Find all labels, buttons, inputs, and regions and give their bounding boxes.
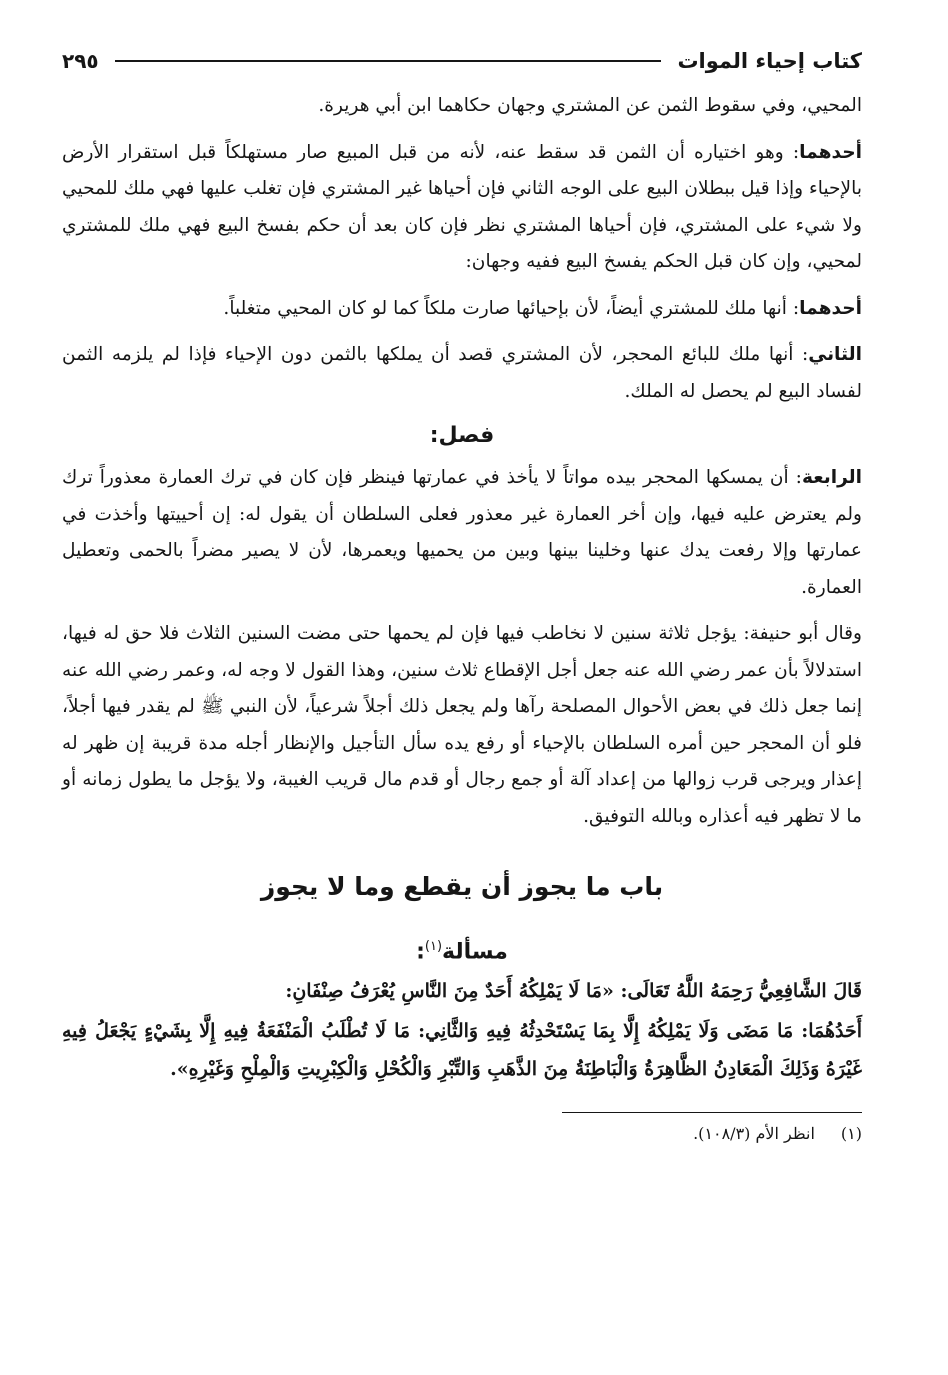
paragraph-2	[62, 135, 862, 281]
bab-heading: باب ما يجوز أن يقطع وما لا يجوز	[260, 872, 664, 901]
masala-colon: :	[416, 939, 425, 965]
paragraph-5-text: : أن يمسكها المحجر بيده مواتاً لا يأخذ في عمارتها فينظر فإن كان في ترك العمارة معذوراً ترك ولم يعترض عليه فيها، وإن أخر العمارة غير معذور فعلى السلطان أن يقول له: إن أحييتها وأخذت في عمارتها وإلا رفعت يدك عنها وخلينا بينها وبين من يحميها ويعمرها، لأن لا يصير مضراً بالحمى وتعطيل العمارة.	[62, 467, 862, 598]
footnote-number: (١)	[840, 1124, 862, 1144]
paragraph-2-label: أحدهما	[799, 141, 862, 163]
paragraph-2-text: : وهو اختياره أن الثمن قد سقط عنه، لأنه من قبل المبيع صار مستهلكاً قبل استقرار الأرض بالإحياء وإذا قيل ببطلان البيع على الوجه الثاني فإن أحياها غير المشتري فإن تغلب عليها فهي ملك للمحيي ولا شيء على المشتري، فإن أحياها المشتري نظر فإن كان بعد أن حكم بفسخ البيع فهي ملك للمشتري لمحيي، وإن كان قبل الحكم يفسخ البيع ففيه وجهان:	[62, 141, 862, 272]
paragraph-5	[62, 460, 862, 606]
footnote	[62, 1119, 862, 1149]
paragraph-4-text: : أنها ملك للبائع المحجر، لأن المشتري قصد أن يملكها بالثمن دون الإحياء فإذا لم يلزمه الثمن لفساد البيع لم يحصل له الملك.	[62, 344, 862, 402]
paragraph-3	[62, 291, 862, 328]
paragraph-3-text: : أنها ملك للمشتري أيضاً، لأن بإحيائها صارت ملكاً كما لو كان المحيي متغلباً.	[223, 297, 800, 319]
masala-footnote-ref: (١)	[424, 939, 443, 954]
paragraph-4-label: الثاني	[808, 344, 862, 365]
shafii-quote-2: أَحَدُهُمَا: مَا مَضَى وَلَا يَمْلِكُهُ إِلَّا بِمَا يَسْتَحْدِثُهُ فِيهِ وَالثَّانِي: مَا لَا تُطْلَبُ الْمَنْفَعَةُ فِيهِ إِلَّا بِشَيْءٍ يَجْعَلُ فِيهِ غَيْرَهُ وَذَلِكَ الْمَعَادِنُ الظَّاهِرَةُ وَالْبَاطِنَةُ مِنَ الذَّهَبِ وَالتِّبْرِ وَالْكُحْلِ وَالْكِبْرِيتِ وَالْمِلْحِ وَغَيْرِهِ».	[62, 1020, 862, 1081]
masala-title: مسألة	[442, 939, 508, 965]
paragraph-1: المحيي، وفي سقوط الثمن عن المشتري وجهان حكاهما ابن أبي هريرة.	[318, 95, 862, 116]
fasl-heading: فصل:	[429, 423, 495, 448]
shafii-quote-1: قَالَ الشَّافِعِيُّ رَحِمَهُ اللَّهُ تَعَالَى: «مَا لَا يَمْلِكُهُ أَحَدٌ مِنَ النَّاسِ يُعْرَفُ صِنْفَانِ:	[285, 980, 862, 1003]
chapter-title: كتاب إحياء الموات	[677, 49, 862, 73]
masala-heading	[62, 927, 862, 972]
footnote-text: انظر الأم (١٠٨/٣).	[693, 1124, 815, 1144]
paragraph-3-label: أحدهما	[799, 297, 862, 319]
header-rule	[115, 60, 662, 62]
paragraph-5-label: الرابعة	[801, 467, 862, 488]
book-page	[62, 40, 862, 1149]
running-header	[62, 40, 862, 82]
page-number: ٢٩٥	[62, 49, 99, 73]
paragraph-6: وقال أبو حنيفة: يؤجل ثلاثة سنين لا نخاطب فيها فإن لم يحمها حتى مضت السنين الثلاث فلا حق له فيها، استدلالاً بأن عمر رضي الله عنه جعل أجل الإقطاع ثلاث سنين، وهذا القول لا وجه له، وعمر رضي الله عنه إنما جعل ذلك في بعض الأحوال المصلحة رآها ولم يجعل ذلك أجلاً شرعياً، لأن النبي ﷺ لم يقدر فيها أجلاً، فلو أن المحجر حين أمره السلطان بالإحياء أو رفع يده سأل التأجيل والإنظار أجله مدة قريبة إن ظهر له إعذار ويرجى قرب زوالها من إعداد آلة أو جمع رجال أو قدم مال قريب الغيبة، ولا يؤجل ما يطول زمانه أو ما لا تظهر فيه أعذاره وبالله التوفيق.	[62, 623, 862, 827]
paragraph-4	[62, 337, 862, 410]
footnote-rule	[562, 1112, 862, 1113]
